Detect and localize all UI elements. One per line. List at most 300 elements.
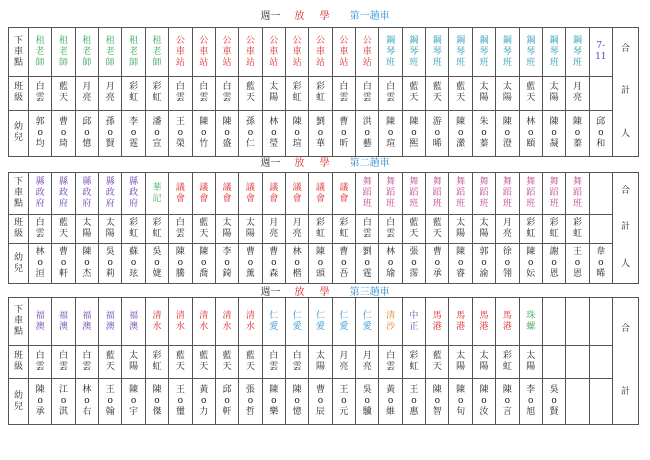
cell-char: 公 [315, 35, 325, 46]
cell-char: 雲 [269, 362, 279, 373]
child-cell [75, 110, 98, 156]
cell-char: 王 [175, 385, 185, 396]
cell-char: 班 [502, 199, 512, 210]
cell-char: o [107, 258, 113, 269]
cell-char: 兒 [13, 133, 23, 144]
cell-char: 蹈 [386, 188, 396, 199]
cell-char: 洪 [362, 116, 372, 127]
cell-char: 車 [222, 46, 232, 57]
child-row [9, 244, 639, 284]
cell-char: 白 [175, 218, 185, 229]
cell-char: o [154, 127, 160, 138]
cell-char: 澳 [129, 321, 139, 332]
class-cell [379, 215, 402, 244]
cell-char: 藍 [222, 351, 232, 362]
cell-char: 愛 [362, 321, 372, 332]
cell-char: o [598, 258, 604, 269]
stop-cell [52, 173, 75, 215]
child-cell [472, 379, 495, 425]
row-label [9, 173, 29, 215]
cell-char: 雲 [339, 93, 349, 104]
cell-char: 藍 [409, 82, 419, 93]
cell-char: 白 [386, 82, 396, 93]
cell-char: 琴 [386, 46, 396, 57]
cell-char: 藍 [409, 218, 419, 229]
child-cell [402, 244, 425, 284]
class-cell [426, 77, 449, 111]
cell-char: 白 [362, 218, 372, 229]
cell-char: 政 [59, 188, 69, 199]
cell-char: 曹 [339, 247, 349, 258]
stop-cell [379, 28, 402, 77]
cell-char: 林 [269, 116, 279, 127]
cell-char: 藍 [432, 82, 442, 93]
cell-char: 太 [479, 82, 489, 93]
cell-char: 瑜 [386, 269, 396, 280]
cell-char: 惠 [409, 407, 419, 418]
stop-cell [285, 173, 308, 215]
cell-char: 下 [13, 35, 23, 46]
cell-char: o [434, 396, 440, 407]
cell-char: 雲 [362, 93, 372, 104]
cell-char: 愛 [292, 321, 302, 332]
class-cell [169, 215, 192, 244]
cell-char: 孫 [245, 116, 255, 127]
cell-char: 鋼 [432, 35, 442, 46]
cell-char: 清 [245, 310, 255, 321]
cell-char: 琴 [526, 46, 536, 57]
cell-char: 珠 [526, 310, 536, 321]
cell-char: 華 [315, 138, 325, 149]
cell-char: o [154, 396, 160, 407]
class-cell [239, 215, 262, 244]
cell-char: 福 [35, 310, 45, 321]
cell-char: 蓁 [479, 138, 489, 149]
cell-char: 陳 [129, 385, 139, 396]
child-cell [542, 110, 565, 156]
cell-char: 雲 [386, 362, 396, 373]
child-cell [285, 110, 308, 156]
cell-char: 白 [386, 351, 396, 362]
cell-char: 憶 [82, 138, 92, 149]
cell-char: 會 [175, 193, 185, 204]
child-cell [262, 379, 285, 425]
stop-cell [239, 173, 262, 215]
cell-char: 議 [199, 182, 209, 193]
cell-char: 莉 [105, 269, 115, 280]
cell-char: 議 [175, 182, 185, 193]
child-cell [75, 244, 98, 284]
child-cell [262, 244, 285, 284]
cell-char: 太 [315, 351, 325, 362]
cell-char: 蓁 [572, 138, 582, 149]
stop-cell [52, 298, 75, 346]
stop-cell [449, 28, 472, 77]
cell-char: 瑄 [292, 138, 302, 149]
cell-char: o [200, 258, 207, 269]
cell-char: 車 [13, 316, 23, 327]
cell-char: 瀠 [456, 138, 466, 149]
cell-char: 韋 [596, 247, 606, 258]
cell-char: 太 [549, 82, 559, 93]
empty-cell [542, 346, 565, 379]
cell-char: o [574, 258, 581, 269]
stop-cell [332, 298, 355, 346]
cell-char: 陽 [479, 93, 489, 104]
stop-cell [519, 173, 542, 215]
cell-char: 陳 [502, 116, 512, 127]
cell-char: 賢 [105, 138, 115, 149]
cell-char: 虹 [152, 93, 162, 104]
cell-char: o [341, 396, 347, 407]
cell-char: 會 [292, 193, 302, 204]
class-cell [449, 346, 472, 379]
cell-char: 白 [82, 351, 92, 362]
empty-cell [589, 215, 612, 244]
stop-cell [29, 298, 52, 346]
cell-char: 睿 [456, 269, 466, 280]
cell-char: 賢 [549, 407, 559, 418]
cell-char: o [177, 258, 184, 269]
cell-char: 記 [152, 193, 162, 204]
cell-char: 舞 [572, 177, 582, 188]
cell-char: 車 [13, 46, 23, 57]
class-cell [426, 215, 449, 244]
cell-char: o [411, 258, 417, 269]
stop-cell [169, 298, 192, 346]
class-cell [309, 346, 332, 379]
cell-char: o [528, 396, 534, 407]
class-cell [519, 346, 542, 379]
cell-char: 太 [245, 218, 255, 229]
child-cell [122, 379, 145, 425]
stop-cell [52, 28, 75, 77]
cell-char: 邱 [596, 116, 606, 127]
cell-char: 白 [269, 351, 279, 362]
cell-char: 均 [35, 138, 45, 149]
class-cell [309, 77, 332, 111]
child-cell [215, 244, 238, 284]
cell-char: 府 [35, 199, 45, 210]
cell-char: o [37, 396, 43, 407]
stop-cell [402, 173, 425, 215]
cell-char: 愛 [315, 321, 325, 332]
cell-char: 鋼 [386, 35, 396, 46]
cell-char: o [84, 396, 90, 407]
cell-char: 張 [245, 385, 255, 396]
cell-char: 陽 [456, 229, 466, 240]
stop-cell [262, 173, 285, 215]
cell-char: 藝 [362, 138, 372, 149]
cell-char: 瑄 [386, 138, 396, 149]
cell-char: o [504, 396, 511, 407]
cell-char: 港 [432, 321, 442, 332]
cell-char: 陽 [105, 229, 115, 240]
stop-cell [215, 28, 238, 77]
cell-char: 太 [456, 351, 466, 362]
cell-char: o [271, 127, 277, 138]
cell-char: 級 [13, 93, 23, 104]
class-cell [402, 215, 425, 244]
cell-char: 仁 [339, 310, 349, 321]
cell-char: 老 [59, 46, 69, 57]
cell-char: 車 [339, 46, 349, 57]
row-label [9, 346, 29, 379]
title-bus-2 [0, 157, 650, 171]
cell-char: 薰 [245, 269, 255, 280]
cell-char: 陳 [572, 116, 582, 127]
cell-char: 水 [245, 321, 255, 332]
cell-char: 租 [82, 35, 92, 46]
cell-char: 渝 [479, 269, 489, 280]
cell-char: o [598, 127, 604, 138]
cell-char: 亮 [105, 93, 115, 104]
cell-char: 林 [526, 116, 536, 127]
cell-char: 車 [315, 46, 325, 57]
cell-char: 藍 [59, 82, 69, 93]
child-cell [145, 379, 168, 425]
cell-char: o [60, 396, 67, 407]
cell-char: o [130, 127, 137, 138]
cell-char: 彩 [315, 218, 325, 229]
cell-char: o [130, 396, 137, 407]
child-row [9, 379, 639, 425]
cell-char: o [481, 258, 487, 269]
cell-char: 舞 [409, 177, 419, 188]
cell-char: 站 [315, 57, 325, 68]
cell-char: 車 [245, 46, 255, 57]
cell-char: 螺 [526, 321, 536, 332]
cell-char: 玹 [129, 269, 139, 280]
stop-row [9, 173, 639, 215]
cell-char: 福 [59, 310, 69, 321]
cell-char: o [224, 396, 230, 407]
cell-char: 澳 [82, 321, 92, 332]
cell-char: 霈 [409, 269, 419, 280]
stop-cell [426, 28, 449, 77]
cell-char: 班 [549, 199, 559, 210]
cell-char: 蹈 [526, 188, 536, 199]
cell-char: 白 [222, 82, 232, 93]
child-cell [589, 110, 612, 156]
stop-row [9, 298, 639, 346]
cell-char: 政 [82, 188, 92, 199]
cell-char: 政 [105, 188, 115, 199]
cell-char: 虹 [526, 229, 536, 240]
child-cell [192, 379, 215, 425]
cell-char: 陳 [432, 385, 442, 396]
cell-char: o [84, 127, 90, 138]
child-cell [169, 244, 192, 284]
cell-char: 曹 [269, 247, 279, 258]
cell-char: 太 [479, 351, 489, 362]
cell-char: 彩 [549, 218, 559, 229]
cell-char: o [341, 258, 347, 269]
cell-char: 老 [82, 46, 92, 57]
cell-char: 仁 [292, 310, 302, 321]
cell-char: 政 [129, 188, 139, 199]
cell-char: 師 [152, 57, 162, 68]
stop-cell [519, 298, 542, 346]
cell-char: 澳 [105, 321, 115, 332]
child-cell [496, 244, 519, 284]
stop-cell [145, 173, 168, 215]
cell-char: 班 [479, 57, 489, 68]
child-cell [449, 379, 472, 425]
cell-char: o [317, 258, 324, 269]
cell-char: 車 [292, 46, 302, 57]
cell-char: 林 [292, 247, 302, 258]
cell-char: 11 [595, 52, 607, 62]
cell-char: 吳 [152, 247, 162, 258]
cell-char: 月 [105, 82, 115, 93]
cell-char: o [504, 127, 511, 138]
cell-char: 太 [105, 218, 115, 229]
cell-char: o [294, 258, 300, 269]
cell-char: 藍 [175, 351, 185, 362]
total-label-char: 合 [620, 185, 630, 196]
cell-char: o [434, 127, 440, 138]
stop-cell [356, 173, 379, 215]
cell-char: 雲 [362, 229, 372, 240]
cell-char: 班 [456, 199, 466, 210]
cell-char: 清 [175, 310, 185, 321]
cell-char: 翎 [502, 269, 512, 280]
cell-char: 舞 [456, 177, 466, 188]
cell-char: o [481, 396, 487, 407]
cell-char: 亮 [572, 93, 582, 104]
cell-char: 彩 [315, 82, 325, 93]
cell-char: 藍 [456, 82, 466, 93]
class-cell [169, 346, 192, 379]
cell-char: 陳 [549, 116, 559, 127]
class-cell [239, 77, 262, 111]
stop-cell [122, 28, 145, 77]
child-row [9, 110, 639, 156]
child-cell [496, 110, 519, 156]
child-cell [402, 379, 425, 425]
class-row [9, 77, 639, 111]
cell-char: 舞 [432, 177, 442, 188]
schedule-table-2 [8, 172, 639, 284]
class-cell [449, 215, 472, 244]
child-cell [239, 379, 262, 425]
cell-char: 月 [572, 82, 582, 93]
class-cell [262, 77, 285, 111]
cell-char: 公 [269, 35, 279, 46]
title-day: 週一 [260, 11, 281, 22]
cell-char: 師 [105, 57, 115, 68]
cell-char: 澄 [502, 138, 512, 149]
cell-char: o [84, 258, 90, 269]
cell-char: 議 [339, 182, 349, 193]
cell-char: 陳 [292, 385, 302, 396]
cell-char: 力 [199, 407, 209, 418]
cell-char: 虹 [549, 229, 559, 240]
cell-char: 議 [245, 182, 255, 193]
stop-cell [262, 28, 285, 77]
cell-char: 雲 [35, 362, 45, 373]
cell-char: o [411, 396, 417, 407]
child-cell [99, 379, 122, 425]
cell-char: 班 [432, 57, 442, 68]
class-cell [402, 77, 425, 111]
cell-char: 王 [175, 116, 185, 127]
cell-char: o [364, 258, 370, 269]
cell-char: 陳 [456, 385, 466, 396]
total-cell [612, 28, 638, 157]
class-cell [99, 346, 122, 379]
cell-char: 白 [35, 82, 45, 93]
cell-char: 鋼 [502, 35, 512, 46]
row-label [9, 298, 29, 346]
class-cell [519, 77, 542, 111]
cell-char: 軒 [222, 407, 232, 418]
stop-cell [75, 298, 98, 346]
cell-char: o [177, 127, 184, 138]
cell-char: o [224, 127, 230, 138]
cell-char: 級 [13, 362, 23, 373]
stop-cell [566, 28, 589, 77]
cell-char: 邱 [222, 385, 232, 396]
row-label [9, 215, 29, 244]
stop-cell [285, 298, 308, 346]
cell-char: 晞 [596, 269, 606, 280]
cell-char: 鋼 [572, 35, 582, 46]
cell-char: 太 [479, 218, 489, 229]
stop-cell [192, 298, 215, 346]
cell-char: 黃 [199, 385, 209, 396]
class-cell [29, 77, 52, 111]
child-cell [192, 244, 215, 284]
cell-char: 陽 [222, 229, 232, 240]
cell-char: 租 [129, 35, 139, 46]
total-label-char: 人 [620, 129, 630, 140]
cell-char: 仁 [269, 310, 279, 321]
cell-char: 天 [199, 229, 209, 240]
cell-char: 陽 [245, 229, 255, 240]
cell-char: 正 [409, 321, 419, 332]
class-cell [52, 346, 75, 379]
cell-char: 縣 [105, 177, 115, 188]
cell-char: 會 [245, 193, 255, 204]
class-cell [356, 215, 379, 244]
stop-cell [496, 298, 519, 346]
cell-char: 縣 [82, 177, 92, 188]
cell-char: 和 [596, 138, 606, 149]
cell-char: 王 [572, 247, 582, 258]
empty-cell [589, 379, 612, 425]
cell-char: 幼 [13, 252, 23, 263]
cell-char: 昕 [339, 138, 349, 149]
cell-char: 錡 [222, 269, 232, 280]
cell-char: 雲 [175, 93, 185, 104]
cell-char: 婕 [152, 269, 162, 280]
class-cell [262, 215, 285, 244]
cell-char: 府 [129, 199, 139, 210]
cell-char: 站 [222, 57, 232, 68]
class-cell [215, 346, 238, 379]
child-cell [145, 110, 168, 156]
cell-char: o [551, 396, 557, 407]
cell-char: 太 [456, 218, 466, 229]
cell-char: 吳 [105, 247, 115, 258]
class-cell [122, 346, 145, 379]
class-cell [29, 346, 52, 379]
cell-char: 藍 [245, 82, 255, 93]
cell-char: 晞 [432, 138, 442, 149]
stop-cell [239, 28, 262, 77]
